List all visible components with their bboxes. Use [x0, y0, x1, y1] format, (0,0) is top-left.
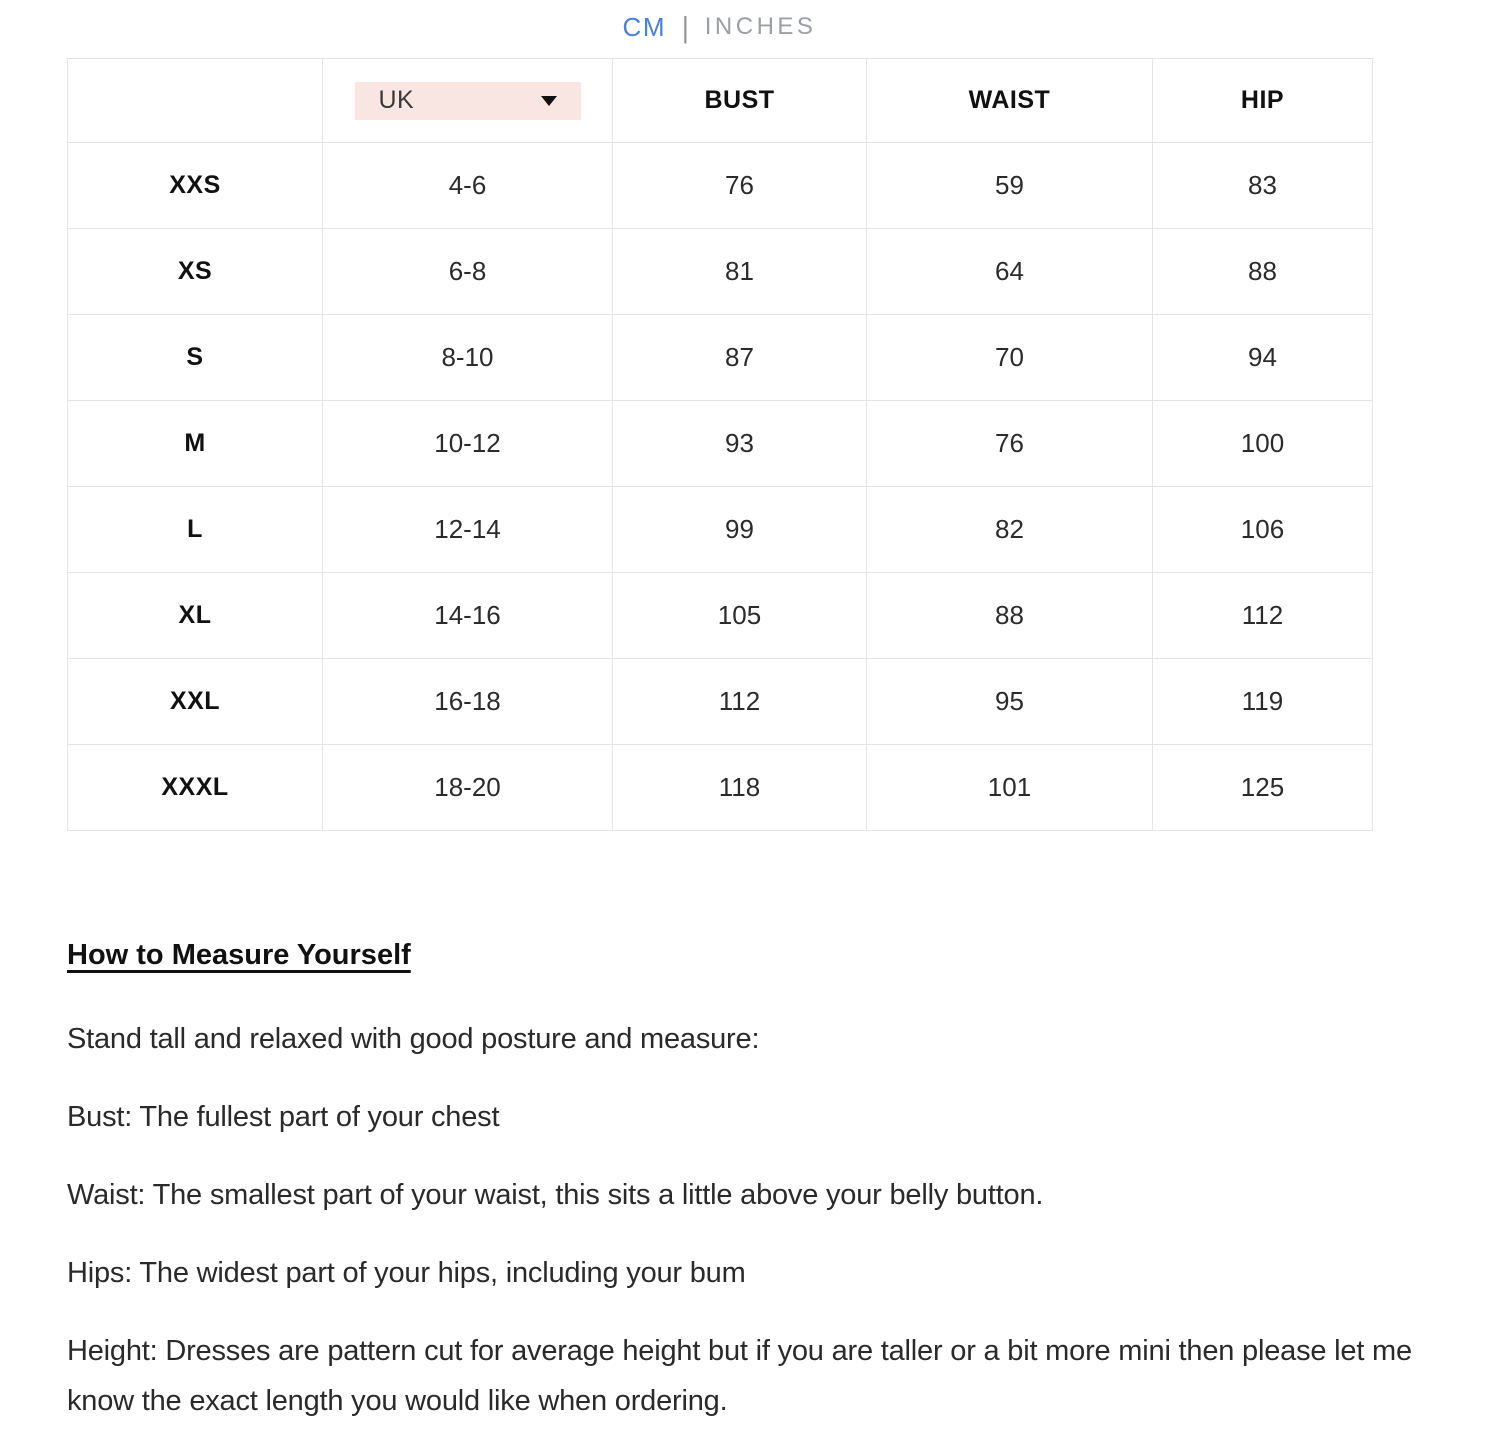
waist-cell: 70 — [867, 315, 1153, 401]
size-label: XXS — [68, 143, 323, 229]
guide-bust: Bust: The fullest part of your chest — [67, 1101, 500, 1133]
region-column-header — [323, 59, 613, 143]
bust-cell: 87 — [613, 315, 867, 401]
size-label: XXL — [68, 659, 323, 745]
bust-cell: 93 — [613, 401, 867, 487]
uk-size-cell: 10-12 — [323, 401, 613, 487]
col-header-waist: WAIST — [867, 59, 1153, 143]
uk-size-cell: 16-18 — [323, 659, 613, 745]
col-header-hip: HIP — [1153, 59, 1373, 143]
size-label: L — [68, 487, 323, 573]
waist-cell: 88 — [867, 573, 1153, 659]
waist-cell: 59 — [867, 143, 1153, 229]
bust-cell: 118 — [613, 745, 867, 831]
toggle-divider: | — [681, 9, 689, 44]
size-label: XXXL — [68, 745, 323, 831]
bust-cell: 105 — [613, 573, 867, 659]
hip-cell: 94 — [1153, 315, 1373, 401]
table-row-xxl — [68, 659, 1373, 745]
guide-heading: How to Measure Yourself — [67, 939, 411, 971]
waist-cell: 95 — [867, 659, 1153, 745]
hip-cell: 88 — [1153, 229, 1373, 315]
uk-size-cell: 18-20 — [323, 745, 613, 831]
unit-toggle-inches[interactable]: INCHES — [704, 13, 817, 40]
hip-cell: 125 — [1153, 745, 1373, 831]
corner-cell — [68, 59, 323, 143]
caret-down-icon — [541, 96, 557, 106]
hip-cell: 100 — [1153, 401, 1373, 487]
table-row-xxxl — [68, 745, 1373, 831]
waist-cell: 64 — [867, 229, 1153, 315]
guide-intro: Stand tall and relaxed with good posture and measure: — [67, 1023, 760, 1055]
size-label: S — [68, 315, 323, 401]
bust-cell: 81 — [613, 229, 867, 315]
hip-cell: 106 — [1153, 487, 1373, 573]
unit-toggle — [67, 8, 1372, 46]
hip-cell: 119 — [1153, 659, 1373, 745]
table-row-l — [68, 487, 1373, 573]
guide-hips: Hips: The widest part of your hips, including your bum — [67, 1257, 746, 1289]
bust-cell: 99 — [613, 487, 867, 573]
uk-size-cell: 12-14 — [323, 487, 613, 573]
size-label: XS — [68, 229, 323, 315]
measuring-guide — [67, 939, 1412, 1426]
size-chart-table — [67, 58, 1373, 831]
uk-size-cell: 14-16 — [323, 573, 613, 659]
header-row — [68, 59, 1373, 143]
guide-waist: Waist: The smallest part of your waist, this sits a little above your belly button. — [67, 1179, 1044, 1211]
col-header-bust: BUST — [613, 59, 867, 143]
uk-size-cell: 4-6 — [323, 143, 613, 229]
uk-size-cell: 8-10 — [323, 315, 613, 401]
region-dropdown-value: UK — [378, 86, 415, 114]
bust-cell: 76 — [613, 143, 867, 229]
hip-cell: 83 — [1153, 143, 1373, 229]
table-row-m — [68, 401, 1373, 487]
waist-cell: 101 — [867, 745, 1153, 831]
size-label: XL — [68, 573, 323, 659]
table-row-xl — [68, 573, 1373, 659]
size-label: M — [68, 401, 323, 487]
hip-cell: 112 — [1153, 573, 1373, 659]
uk-size-cell: 6-8 — [323, 229, 613, 315]
bust-cell: 112 — [613, 659, 867, 745]
table-row-s — [68, 315, 1373, 401]
region-dropdown[interactable] — [355, 82, 581, 120]
waist-cell: 82 — [867, 487, 1153, 573]
waist-cell: 76 — [867, 401, 1153, 487]
table-row-xxs — [68, 143, 1373, 229]
guide-height: Height: Dresses are pattern cut for average height but if you are taller or a bit more mini then please let me know the exact length you would like when ordering. — [67, 1335, 1412, 1417]
unit-toggle-cm[interactable]: CM — [622, 11, 666, 42]
table-row-xs — [68, 229, 1373, 315]
